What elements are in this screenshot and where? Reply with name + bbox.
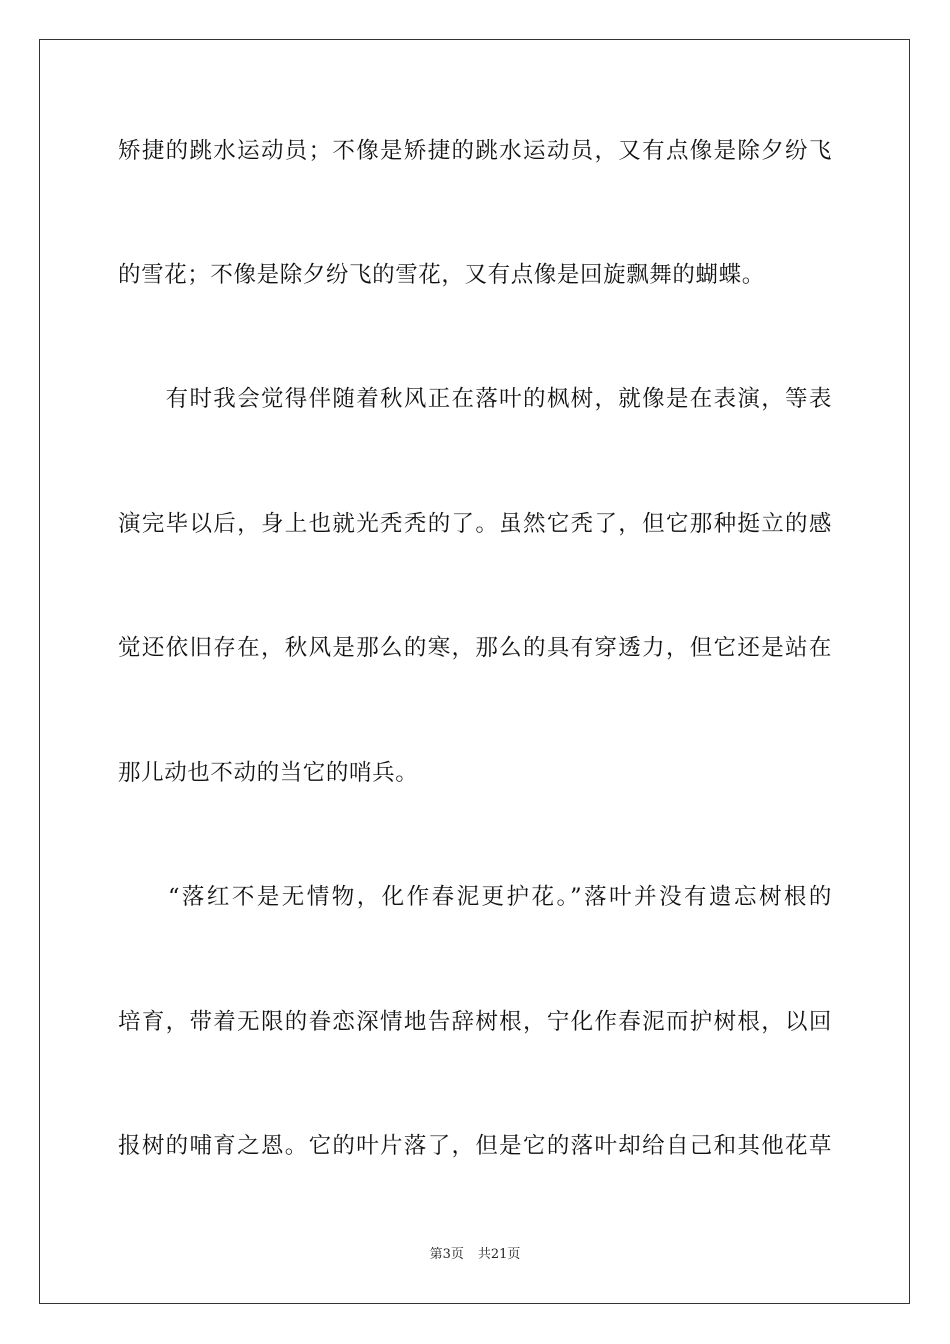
body-text-line: 培育，带着无限的眷恋深情地告辞树根，宁化作春泥而护树根，以回 <box>118 1009 832 1035</box>
body-text-line: 报树的哺育之恩。它的叶片落了，但是它的落叶却给自己和其他花草 <box>118 1133 832 1159</box>
page-border <box>39 39 910 1304</box>
page-number: 第3页 <box>429 1247 464 1262</box>
body-text-line: “落红不是无情物，化作春泥更护花。”落叶并没有遗忘树根的 <box>118 884 832 910</box>
body-text-line: 有时我会觉得伴随着秋风正在落叶的枫树，就像是在表演，等表 <box>118 386 832 412</box>
page-total: 共21页 <box>477 1247 521 1262</box>
body-text-line: 矫捷的跳水运动员；不像是矫捷的跳水运动员，又有点像是除夕纷飞 <box>118 138 832 164</box>
body-text-line: 觉还依旧存在，秋风是那么的寒，那么的具有穿透力，但它还是站在 <box>118 635 832 661</box>
body-text-line: 那儿动也不动的当它的哨兵。 <box>118 760 419 786</box>
page-footer <box>0 1246 950 1264</box>
body-text-line: 的雪花；不像是除夕纷飞的雪花，又有点像是回旋飘舞的蝴蝶。 <box>118 262 765 288</box>
body-text-line: 演完毕以后，身上也就光秃秃的了。虽然它秃了，但它那种挺立的感 <box>118 511 832 537</box>
